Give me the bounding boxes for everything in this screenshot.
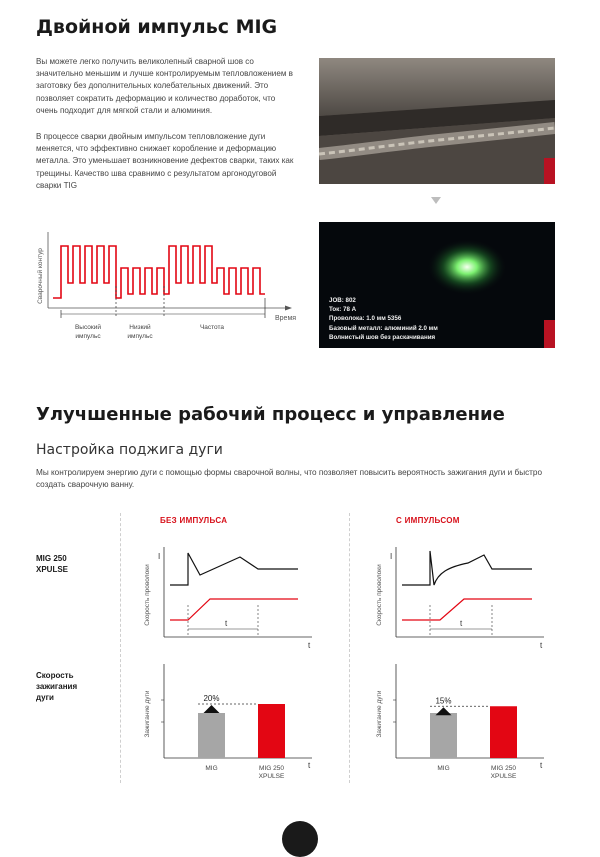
bar-mig — [198, 713, 225, 758]
current-axis-symbol: I — [158, 552, 161, 561]
time-axis-symbol: t — [308, 761, 311, 770]
subsection-title-arc-ignition: Настройка поджига дуги — [36, 442, 223, 458]
caption-current: Ток: 78 A — [329, 306, 357, 314]
double-pulse-diagram — [30, 228, 300, 348]
caption-seam: Волнистый шов без раскачивания — [329, 333, 436, 341]
arrow-down-icon — [431, 197, 441, 204]
intro-paragraph-2: В процессе сварки двойным импульсом тепловложение дуги меняется, что эффективно снижает коробление и деформацию металла. Это уменьшает возникновение дефектов сварки, таких как трещины. Качество шва сравнимо с результатом аргонодуговой сварки TIG — [36, 132, 294, 190]
bar-category-label: MIG — [437, 765, 450, 772]
wire-speed-curve-no-pulse — [170, 599, 298, 620]
time-axis-symbol: t — [540, 641, 543, 650]
arc-ignition-intro: Мы контролируем энергию дуги с помощью формы сварочной волны, что позволяет повысить вероятность зажигания дуги и быстро создать сварочную ванну. — [36, 468, 543, 490]
column-header-no-pulse: БЕЗ ИМПУЛЬСА — [160, 516, 228, 525]
wire-speed-chart-no-pulse — [140, 545, 320, 650]
column-divider-right — [349, 513, 350, 783]
column-header-pulse: С ИМПУЛЬСОМ — [396, 516, 460, 525]
column-divider-left — [120, 513, 121, 783]
wire-speed-chart-pulse — [372, 545, 552, 650]
current-axis-symbol: I — [390, 552, 393, 561]
pulse-x-arrowhead — [285, 306, 292, 311]
low-pulse-label-1: Низкий — [129, 324, 151, 331]
frequency-label: Частота — [199, 324, 225, 331]
pulse-waveform — [53, 246, 265, 298]
increase-annotation: 15% — [435, 696, 452, 706]
time-axis-symbol: t — [308, 641, 311, 650]
caption-wire: Проволока: 1.0 мм 5356 — [329, 315, 402, 323]
ignition-axis-label: Зажигание дуги — [376, 690, 383, 738]
weld-parameters-caption — [329, 296, 438, 342]
arc-photo — [319, 222, 555, 348]
pulse-x-label: Время — [275, 315, 297, 322]
row-label-mig250: MIG 250 XPULSE — [36, 554, 69, 574]
high-pulse-label-2: импульс — [75, 333, 101, 340]
ignition-axis-label: Зажигание дуги — [144, 690, 151, 738]
increase-annotation: 20% — [203, 694, 220, 703]
interval-symbol: t — [460, 619, 463, 628]
wire-speed-curve-pulse — [402, 599, 532, 620]
weld-seam-illustration — [319, 58, 555, 184]
row-label-ignition-speed: Скорость зажигания дуги — [36, 671, 78, 702]
bar-category-label: XPULSE — [490, 773, 517, 780]
arrow-up-icon — [436, 707, 452, 715]
wire-speed-axis-label: Скорость проволоки — [144, 564, 151, 626]
ignition-bar-chart-no-pulse — [140, 662, 330, 782]
weld-seam-photo — [319, 58, 555, 184]
bar-mig — [430, 713, 457, 758]
pulse-y-label: Сварочный контур — [37, 248, 44, 304]
section-title-double-pulse: Двойной импульс MIG — [36, 16, 278, 38]
ignition-bar-chart-pulse — [372, 662, 562, 782]
interval-symbol: t — [225, 619, 228, 628]
wire-speed-axis-label: Скорость проволоки — [376, 564, 383, 626]
caption-base-metal: Базовый металл: алюминий 2.0 мм — [329, 324, 438, 332]
current-curve-no-pulse — [170, 553, 298, 585]
bar-category-label: MIG 250 — [491, 765, 516, 772]
caption-job: JOB: 802 — [329, 297, 356, 304]
current-curve-pulse — [402, 551, 532, 585]
brand-logo-icon — [282, 821, 318, 857]
bar-category-label: XPULSE — [258, 773, 285, 780]
high-pulse-label-1: Высокий — [74, 324, 102, 331]
intro-paragraph-1: Вы можете легко получить великолепный сварной шов со значительно меньшим и лучше контролируемым тепловложением в заготовку без дополнительных колебательных движений. Это позволяет сократить деформацию и количество доработок, что очень подходит для мягкой стали и алюминия. — [36, 57, 293, 115]
low-pulse-label-2: импульс — [127, 333, 153, 340]
time-axis-symbol: t — [540, 761, 543, 770]
bar-mig250-xpulse — [258, 704, 285, 758]
bar-mig250-xpulse — [490, 706, 517, 758]
section-title-workflow: Улучшенные рабочий процесс и управление — [36, 404, 505, 425]
bar-category-label: MIG 250 — [259, 765, 284, 772]
bar-category-label: MIG — [205, 765, 218, 772]
arrow-up-icon — [204, 705, 220, 713]
